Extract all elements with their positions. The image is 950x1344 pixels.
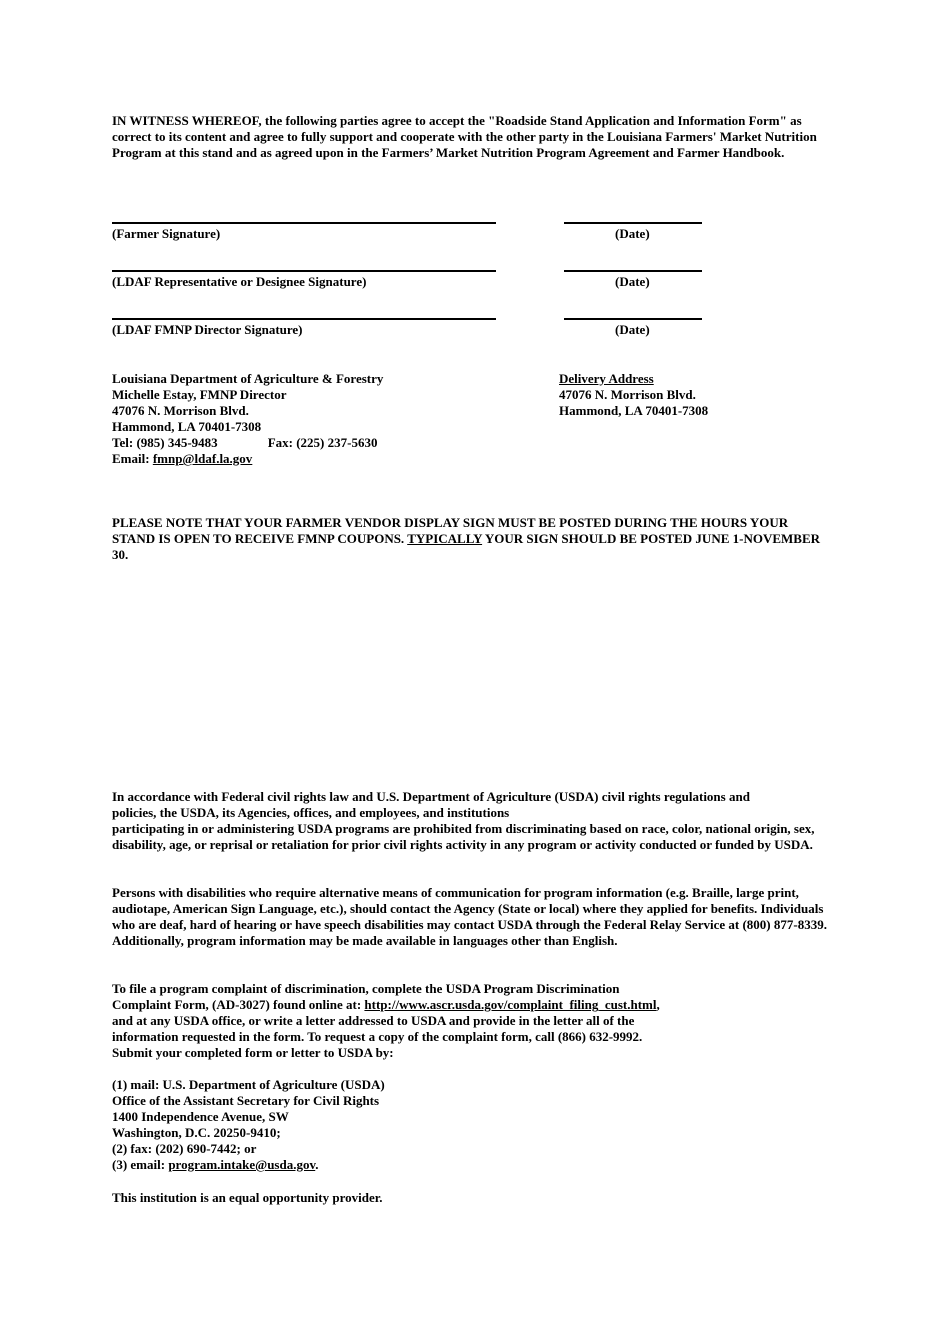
- farmer-signature-row: [0, 222, 950, 252]
- sign-posting-notice: [112, 515, 834, 563]
- delivery-address: [559, 371, 859, 419]
- complaint-line2: [112, 997, 834, 1013]
- fmnp-director-date-label: (Date): [615, 322, 650, 337]
- fmnp-director-signature-line[interactable]: [112, 318, 496, 320]
- ldaf-rep-signature-label: (LDAF Representative or Designee Signature): [112, 274, 367, 289]
- complaint-line4: information requested in the form. To request a copy of the complaint form, call (866) 632-9992.: [112, 1029, 643, 1044]
- witness-paragraph: [112, 113, 834, 161]
- disability-paragraph: [112, 885, 834, 949]
- program-intake-email-link[interactable]: program.intake@usda.gov: [168, 1157, 316, 1172]
- farmer-date-line[interactable]: [564, 222, 702, 224]
- farmer-date-label: (Date): [615, 226, 650, 241]
- complaint-line3: and at any USDA office, or write a letter addressed to USDA and provide in the letter all of the: [112, 1013, 635, 1028]
- delivery-city: Hammond, LA 70401-7308: [559, 403, 709, 418]
- ldaf-rep-signature-line[interactable]: [112, 270, 496, 272]
- farmer-signature-line[interactable]: [112, 222, 496, 224]
- ldaf-rep-date-line[interactable]: [564, 270, 702, 272]
- notice-part2: YOUR SIGN SHOULD BE POSTED JUNE 1-NOVEMBER 30.: [112, 531, 821, 562]
- contact-phone-fax: [112, 435, 542, 451]
- ldaf-rep-date-label: (Date): [615, 274, 650, 289]
- contact-fax: Fax: (225) 237-5630: [267, 435, 378, 450]
- contact-org: Louisiana Department of Agriculture & Forestry: [112, 371, 384, 386]
- notice-emphasis: TYPICALLY: [407, 531, 483, 546]
- complaint-line5: Submit your completed form or letter to USDA by:: [112, 1045, 394, 1060]
- farmer-signature-label: (Farmer Signature): [112, 226, 221, 241]
- fmnp-director-signature-label: (LDAF FMNP Director Signature): [112, 322, 303, 337]
- notice-part1: PLEASE NOTE THAT YOUR FARMER VENDOR DISPLAY SIGN MUST BE POSTED DURING THE HOURS YOUR STAND IS OPEN TO RECEIVE FMNP COUPONS.: [112, 515, 789, 546]
- email-line-pre: (3) email:: [112, 1157, 169, 1172]
- notice-text: [112, 515, 834, 563]
- email-line: [112, 1157, 832, 1173]
- contact-address: [112, 371, 542, 467]
- civil-rights-line2: policies, the USDA, its Agencies, offices, and employees, and institutions: [112, 805, 510, 820]
- complaint-line2-pre: Complaint Form, (AD-3027) found online at:: [112, 997, 365, 1012]
- complaint-line1: To file a program complaint of discrimination, complete the USDA Program Discrimination: [112, 981, 620, 996]
- contact-person: Michelle Estay, FMNP Director: [112, 387, 287, 402]
- civil-rights-line1: In accordance with Federal civil rights law and U.S. Department of Agriculture (USDA) civil rights regulations and: [112, 789, 750, 804]
- witness-text: IN WITNESS WHEREOF, the following parties agree to accept the "Roadside Stand Application and Information Form" as correct to its content and agree to fully support and cooperate with the other party in the Louisiana Farmers' Market Nutrition Program at this stand and as agreed upon in the Farmers’ Market Nutrition Program Agreement and Farmer Handbook.: [112, 113, 817, 160]
- submission-methods: [112, 1077, 832, 1173]
- email-line-post: .: [315, 1157, 319, 1172]
- mail-line3: 1400 Independence Avenue, SW: [112, 1109, 289, 1124]
- complaint-line2-post: ,: [656, 997, 660, 1012]
- contact-tel: Tel: (985) 345-9483: [112, 435, 218, 450]
- contact-email-label: Email:: [112, 451, 153, 466]
- equal-opportunity-statement: [112, 1190, 832, 1206]
- complaint-form-link[interactable]: http://www.ascr.usda.gov/complaint_filing_cust.html: [364, 997, 657, 1012]
- equal-opportunity-text: This institution is an equal opportunity provider.: [112, 1190, 383, 1205]
- contact-street: 47076 N. Morrison Blvd.: [112, 403, 249, 418]
- disability-text: Persons with disabilities who require alternative means of communication for program information (e.g. Braille, large print, audiotape, American Sign Language, etc.), should contact the Agency (State or local) where they applied for benefits. Individuals who are deaf, hard of hearing or have speech disabilities may contact USDA through the Federal Relay Service at (800) 877-8339. Additionally, program information may be made available in languages other than English.: [112, 885, 827, 948]
- ldaf-rep-signature-row: [0, 270, 950, 300]
- contact-city: Hammond, LA 70401-7308: [112, 419, 262, 434]
- fax-line: (2) fax: (202) 690-7442; or: [112, 1141, 257, 1156]
- delivery-heading: Delivery Address: [559, 371, 654, 386]
- mail-line1: (1) mail: U.S. Department of Agriculture (USDA): [112, 1077, 385, 1092]
- civil-rights-statement: [112, 789, 834, 853]
- civil-rights-para1-rest: participating in or administering USDA programs are prohibited from discriminating based on race, color, national origin, sex, disability, age, or reprisal or retaliation for prior civil rights activity in any program or activity conducted or funded by USDA.: [112, 821, 815, 852]
- contact-email-line: [112, 451, 542, 467]
- fmnp-director-signature-row: [0, 318, 950, 348]
- fmnp-director-date-line[interactable]: [564, 318, 702, 320]
- delivery-street: 47076 N. Morrison Blvd.: [559, 387, 696, 402]
- complaint-paragraph: [112, 981, 834, 1061]
- mail-line4: Washington, D.C. 20250-9410;: [112, 1125, 281, 1140]
- contact-email-link[interactable]: fmnp@ldaf.la.gov: [152, 451, 253, 466]
- mail-line2: Office of the Assistant Secretary for Civil Rights: [112, 1093, 380, 1108]
